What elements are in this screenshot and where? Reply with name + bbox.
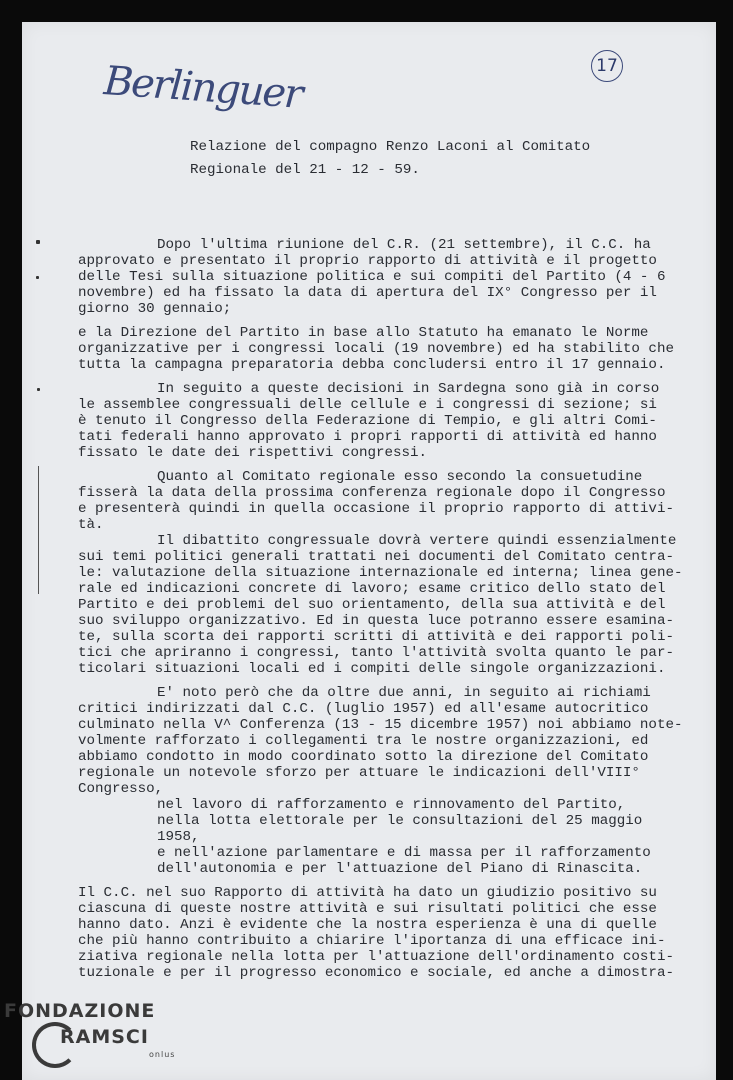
text-line: Quanto al Comitato regionale esso secondo la consuetudine	[157, 469, 643, 485]
text-line: le: valutazione della situazione internazionale ed interna; linea gene-	[78, 565, 683, 581]
text-line: nel lavoro di rafforzamento e rinnovamento del Partito,	[157, 797, 626, 813]
text-line: hanno dato. Anzi è evidente che la nostra esperienza è una di quelle	[78, 917, 657, 933]
text-line: tà.	[78, 517, 104, 533]
text-line: tati federali hanno approvato i propri rapporti di attività ed hanno	[78, 429, 657, 445]
watermark-line3: onlus	[149, 1050, 176, 1059]
text-line: Il C.C. nel suo Rapporto di attività ha dato un giudizio positivo su	[78, 885, 657, 901]
text-line: delle Tesi sulla situazione politica e sui compiti del Partito (4 - 6	[78, 269, 666, 285]
text-line: dell'autonomia e per l'attuazione del Piano di Rinascita.	[157, 861, 643, 877]
page-number-circled: 17	[591, 50, 623, 82]
text-line: Congresso,	[78, 781, 164, 797]
text-line: critici indirizzati dal C.C. (luglio 1957) ed all'esame autocritico	[78, 701, 649, 717]
text-line: ciascuna di queste nostre attività e sui risultati politici che esse	[78, 901, 657, 917]
text-line: In seguito a queste decisioni in Sardegna sono già in corso	[157, 381, 660, 397]
text-line: E' noto però che da oltre due anni, in seguito ai richiami	[157, 685, 651, 701]
text-line: te, sulla scorta dei rapporti scritti di attività e dei rapporti poli-	[78, 629, 674, 645]
text-line: 1958,	[157, 829, 200, 845]
text-line: Partito e dei problemi del suo orientamento, della sua attività e del	[78, 597, 666, 613]
text-line: organizzative per i congressi locali (19 novembre) ed ha stabilito che	[78, 341, 674, 357]
margin-mark	[36, 240, 40, 244]
text-line: che più hanno contribuito a chiarire l'iportanza di una efficace ini-	[78, 933, 666, 949]
header-line: Regionale del 21 - 12 - 59.	[190, 162, 420, 178]
text-line: regionale un notevole sforzo per attuare le indicazioni dell'VIII°	[78, 765, 640, 781]
text-line: tutta la campagna preparatoria debba concludersi entro il 17 gennaio.	[78, 357, 666, 373]
margin-mark	[37, 388, 40, 391]
text-line: fissato le date dei rispettivi congressi.	[78, 445, 428, 461]
margin-bracket	[38, 466, 39, 594]
text-line: suo sviluppo organizzativo. Ed in questa luce potranno essere esamina-	[78, 613, 674, 629]
text-line: ticolari situazioni locali ed i compiti delle singole organizzazioni.	[78, 661, 666, 677]
text-line: tuzionale e per il progresso economico e sociale, ed anche a dimostra-	[78, 965, 674, 981]
text-line: giorno 30 gennaio;	[78, 301, 232, 317]
handwritten-signature: Berlinguer	[102, 58, 303, 118]
text-line: le assemblee congressuali delle cellule e i congressi di sezione; si	[78, 397, 657, 413]
watermark-line2: RAMSCI	[60, 1026, 149, 1048]
text-line: tici che apriranno i congressi, tanto l'attività svolta quanto le par-	[78, 645, 674, 661]
text-line: Dopo l'ultima riunione del C.R. (21 settembre), il C.C. ha	[157, 237, 651, 253]
text-line: fisserà la data della prossima conferenza regionale dopo il Congresso	[78, 485, 666, 501]
text-line: culminato nella V^ Conferenza (13 - 15 dicembre 1957) noi abbiamo note-	[78, 717, 683, 733]
text-line: volmente rafforzato i collegamenti tra le nostre organizzazioni, ed	[78, 733, 649, 749]
text-line: Il dibattito congressuale dovrà vertere quindi essenzialmente	[157, 533, 677, 549]
text-line: e presenterà quindi in quella occasione il proprio rapporto di attivi-	[78, 501, 674, 517]
text-line: nella lotta elettorale per le consultazioni del 25 maggio	[157, 813, 643, 829]
text-line: abbiamo condotto in modo coordinato sotto la direzione del Comitato	[78, 749, 649, 765]
text-line: sui temi politici generali trattati nei documenti del Comitato centra-	[78, 549, 674, 565]
text-line: rale ed indicazioni concrete di lavoro; esame critico dello stato del	[78, 581, 666, 597]
margin-mark	[36, 276, 39, 279]
text-line: novembre) ed ha fissato la data di apertura del IX° Congresso per il	[78, 285, 657, 301]
text-line: ziativa regionale nella lotta per l'attuazione dell'ordinamento costi-	[78, 949, 674, 965]
text-line: e nell'azione parlamentare e di massa per il rafforzamento	[157, 845, 651, 861]
text-line: approvato e presentato il proprio rapporto di attività e il progetto	[78, 253, 657, 269]
text-line: è tenuto il Congresso della Federazione di Tempio, e gli altri Comi-	[78, 413, 657, 429]
text-line: e la Direzione del Partito in base allo Statuto ha emanato le Norme	[78, 325, 649, 341]
watermark-line1: FONDAZIONE	[4, 1000, 156, 1022]
header-line: Relazione del compagno Renzo Laconi al Comitato	[190, 139, 591, 155]
